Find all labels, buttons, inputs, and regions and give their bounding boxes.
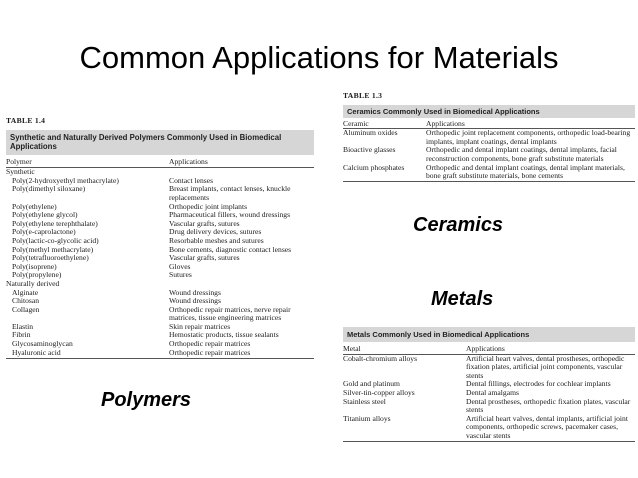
table-row — [343, 355, 635, 381]
row-name-cell: Poly(lactic-co-glycolic acid) — [12, 235, 99, 245]
row-name-cell: Poly(ethylene terephthalate) — [12, 218, 98, 228]
row-applications-cell: Hemostatic products, tissue sealants — [169, 330, 279, 340]
metals-table — [343, 327, 635, 442]
row-name-cell: Poly(dimethyl siloxane) — [12, 184, 86, 194]
row-applications-cell: Vascular grafts, sutures — [169, 253, 240, 263]
row-applications-cell: Artificial heart valves, dental implants, artificial joint components, orthopedic screws, pacemaker cases, vascular stents — [466, 413, 628, 440]
row-name-cell: Glycosaminoglycan — [12, 339, 73, 349]
row-applications-cell: Contact lenses — [169, 175, 214, 185]
row-applications-cell: Resorbable meshes and sutures — [169, 235, 264, 245]
ceramics-label: Ceramics — [413, 214, 504, 236]
row-applications-cell: Pharmaceutical fillers, wound dressings — [169, 210, 291, 220]
row-name-cell: Stainless steel — [343, 396, 386, 406]
row-applications-cell: Gloves — [169, 261, 191, 271]
table-row — [6, 185, 314, 202]
row-name-cell: Collagen — [12, 304, 40, 314]
row-applications-cell: Skin repair matrices — [169, 321, 231, 331]
column-header-ceramic: Ceramic — [343, 118, 369, 128]
row-name-cell: Bioactive glasses — [343, 145, 396, 155]
row-name-cell: Titanium alloys — [343, 413, 391, 423]
table-row — [343, 164, 635, 181]
table-number: TABLE 1.4 — [6, 116, 46, 125]
table-body — [343, 355, 635, 442]
row-name-cell: Elastin — [12, 321, 34, 331]
ceramics-table — [343, 92, 635, 182]
column-header-applications: Applications — [426, 118, 465, 128]
row-applications-cell: Vascular grafts, sutures — [169, 218, 240, 228]
row-applications-cell: Wound dressings — [169, 287, 221, 297]
row-name-cell: Gold and platinum — [343, 379, 400, 389]
row-applications-cell: Artificial heart valves, dental prostheses, orthopedic fixation plates, artificial joint components, vascular stents — [466, 353, 625, 380]
row-name-cell: Poly(isoprene) — [12, 261, 57, 271]
row-name-cell: Silver-tin-copper alloys — [343, 387, 415, 397]
row-applications-cell: Orthopedic and dental implant coatings, dental implant materials, bone graft substitute materials, bone cements — [426, 162, 625, 181]
row-applications-cell: Dental amalgams — [466, 387, 519, 397]
row-applications-cell: Orthopedic repair matrices — [169, 339, 251, 349]
table-row — [343, 398, 635, 415]
column-header-metal: Metal — [343, 344, 361, 353]
row-applications-cell: Dental fillings, electrodes for cochlear implants — [466, 379, 611, 389]
table-row — [6, 289, 314, 298]
table-body — [343, 129, 635, 182]
row-applications-cell: Wound dressings — [169, 296, 221, 306]
polymers-table — [6, 117, 314, 359]
table-row — [343, 415, 635, 441]
slide-title: Common Applications for Materials — [79, 40, 559, 75]
row-applications-cell: Orthopedic repair matrices — [169, 347, 251, 357]
column-header-applications: Applications — [169, 156, 208, 166]
row-applications-cell: Orthopedic joint replacement components, orthopedic load-bearing implants, implant coatings, dental implants — [426, 128, 631, 146]
row-name-cell: Poly(2-hydroxyethyl methacrylate) — [12, 175, 119, 185]
row-applications-cell: Drug delivery devices, sutures — [169, 227, 262, 237]
row-name-cell: Hyaluronic acid — [12, 347, 61, 357]
column-header-polymer: Polymer — [6, 156, 32, 166]
row-applications-cell: Orthopedic repair matrices, nerve repair matrices, tissue engineering matrices — [169, 304, 291, 323]
row-applications-cell: Bone cements, diagnostic contact lenses — [169, 244, 292, 254]
table-row — [6, 306, 314, 323]
table-row — [343, 129, 635, 146]
row-name-cell: Poly(e-caprolactone) — [12, 227, 76, 237]
row-name-cell: Synthetic — [6, 167, 35, 177]
row-name-cell: Chitosan — [12, 296, 40, 306]
row-name-cell: Fibrin — [12, 330, 31, 340]
row-name-cell: Aluminum oxides — [343, 128, 398, 138]
row-applications-cell: Orthopedic and dental implant coatings, dental implants, facial reconstruction components, bone graft substitute materials — [426, 145, 617, 163]
row-name-cell: Cobalt-chromium alloys — [343, 353, 418, 363]
table-row — [6, 349, 314, 358]
row-name-cell: Poly(tetrafluoroethylene) — [12, 253, 89, 263]
table-caption: Ceramics Commonly Used in Biomedical Applications — [343, 105, 635, 118]
row-name-cell: Poly(ethylene) — [12, 201, 57, 211]
table-row — [343, 146, 635, 163]
table-row — [6, 280, 314, 289]
row-applications-cell: Orthopedic joint implants — [169, 201, 248, 211]
row-applications-cell: Dental prostheses, orthopedic fixation plates, vascular stents — [466, 396, 631, 415]
row-name-cell: Poly(propylene) — [12, 270, 62, 280]
table-caption: Synthetic and Naturally Derived Polymers Commonly Used in Biomedical Applications — [6, 130, 314, 155]
table-body — [6, 168, 314, 359]
row-name-cell: Calcium phosphates — [343, 162, 405, 172]
metals-label: Metals — [431, 288, 494, 310]
row-name-cell: Alginate — [12, 287, 39, 297]
row-applications-cell: Sutures — [169, 270, 192, 280]
table-number: TABLE 1.3 — [343, 91, 383, 100]
polymers-label: Polymers — [101, 389, 192, 411]
column-header-applications: Applications — [466, 344, 505, 353]
table-caption: Metals Commonly Used in Biomedical Applications — [343, 327, 635, 342]
row-name-cell: Poly(ethylene glycol) — [12, 210, 78, 220]
row-name-cell: Poly(methyl methacrylate) — [12, 244, 94, 254]
row-applications-cell: Breast implants, contact lenses, knuckle replacements — [169, 184, 291, 202]
table-header — [6, 158, 314, 169]
row-name-cell: Naturally derived — [6, 278, 60, 288]
